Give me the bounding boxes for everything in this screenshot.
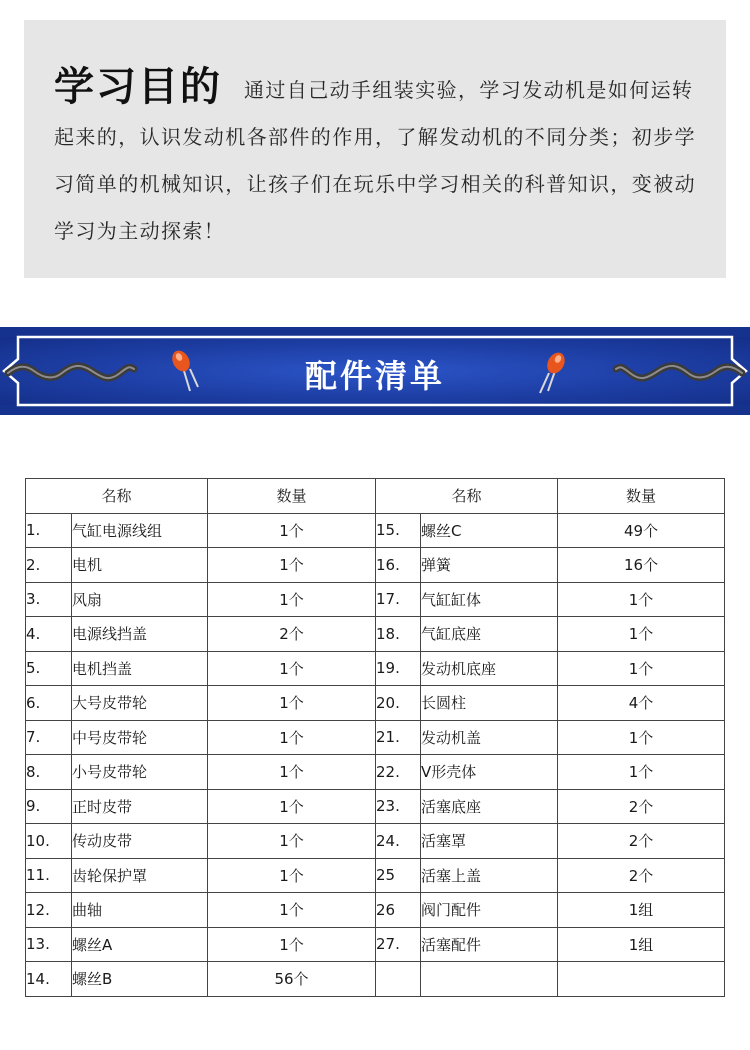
right-item-qty: 1组 <box>558 893 725 928</box>
left-item-name: 螺丝B <box>72 962 208 997</box>
parts-table <box>25 478 725 997</box>
purpose-body: 通过自己动手组装实验，学习发动机是如何运转起来的，认识发动机各部件的作用，了解发动机的不同分类；初步学习简单的机械知识，让孩子们在玩乐中学习相关的科普知识，变被动学习为主动探索！ <box>54 78 696 243</box>
right-qty-header: 数量 <box>558 479 725 514</box>
table-row <box>26 927 725 962</box>
left-item-name: 气缸电源线组 <box>72 513 208 548</box>
left-qty-header: 数量 <box>208 479 376 514</box>
table-row <box>26 513 725 548</box>
purpose-paragraph <box>54 64 696 255</box>
left-item-qty: 1个 <box>208 686 376 721</box>
right-item-number: 23. <box>376 789 421 824</box>
left-item-number: 7. <box>26 720 72 755</box>
left-item-name: 风扇 <box>72 582 208 617</box>
right-item-name: 长圆柱 <box>421 686 558 721</box>
left-item-number: 2. <box>26 548 72 583</box>
parts-table-body <box>26 479 725 997</box>
left-item-name: 大号皮带轮 <box>72 686 208 721</box>
right-item-qty: 1个 <box>558 582 725 617</box>
left-item-qty: 1个 <box>208 858 376 893</box>
left-item-number: 1. <box>26 513 72 548</box>
table-row <box>26 824 725 859</box>
right-item-number: 19. <box>376 651 421 686</box>
right-item-name: 气缸缸体 <box>421 582 558 617</box>
right-item-number: 17. <box>376 582 421 617</box>
right-item-qty: 2个 <box>558 858 725 893</box>
table-row <box>26 686 725 721</box>
table-row <box>26 617 725 652</box>
right-item-number: 18. <box>376 617 421 652</box>
table-header-row <box>26 479 725 514</box>
left-item-name: 螺丝A <box>72 927 208 962</box>
left-item-number: 5. <box>26 651 72 686</box>
left-item-number: 11. <box>26 858 72 893</box>
left-item-qty: 1个 <box>208 927 376 962</box>
left-item-number: 6. <box>26 686 72 721</box>
right-item-number: 16. <box>376 548 421 583</box>
left-item-qty: 1个 <box>208 582 376 617</box>
left-item-qty: 56个 <box>208 962 376 997</box>
right-item-number: 22. <box>376 755 421 790</box>
left-item-qty: 2个 <box>208 617 376 652</box>
left-item-name: 传动皮带 <box>72 824 208 859</box>
left-item-number: 13. <box>26 927 72 962</box>
left-name-header: 名称 <box>26 479 208 514</box>
parts-list-banner <box>0 327 750 415</box>
right-item-name: 活塞上盖 <box>421 858 558 893</box>
table-row <box>26 962 725 997</box>
right-item-qty: 1组 <box>558 927 725 962</box>
right-item-number: 24. <box>376 824 421 859</box>
table-row <box>26 858 725 893</box>
purpose-panel <box>24 20 726 278</box>
left-item-number: 9. <box>26 789 72 824</box>
left-item-number: 14. <box>26 962 72 997</box>
right-name-header: 名称 <box>376 479 558 514</box>
left-item-name: 曲轴 <box>72 893 208 928</box>
right-item-qty: 1个 <box>558 651 725 686</box>
right-item-qty: 4个 <box>558 686 725 721</box>
table-row <box>26 755 725 790</box>
right-item-number: 25 <box>376 858 421 893</box>
table-row <box>26 651 725 686</box>
left-item-qty: 1个 <box>208 755 376 790</box>
right-item-number: 20. <box>376 686 421 721</box>
right-item-name: 活塞配件 <box>421 927 558 962</box>
left-item-name: 中号皮带轮 <box>72 720 208 755</box>
right-item-name: 活塞底座 <box>421 789 558 824</box>
banner-title: 配件清单 <box>304 357 445 395</box>
left-item-qty: 1个 <box>208 824 376 859</box>
table-row <box>26 789 725 824</box>
left-item-qty: 1个 <box>208 651 376 686</box>
right-item-name: 螺丝C <box>421 513 558 548</box>
purpose-title: 学习目的 <box>54 64 222 110</box>
right-item-qty: 16个 <box>558 548 725 583</box>
left-item-qty: 1个 <box>208 548 376 583</box>
left-item-name: 电机挡盖 <box>72 651 208 686</box>
right-item-qty: 1个 <box>558 720 725 755</box>
left-item-number: 12. <box>26 893 72 928</box>
left-item-qty: 1个 <box>208 720 376 755</box>
table-row <box>26 720 725 755</box>
table-row <box>26 893 725 928</box>
right-item-qty: 49个 <box>558 513 725 548</box>
right-item-qty: 1个 <box>558 755 725 790</box>
left-item-name: 小号皮带轮 <box>72 755 208 790</box>
left-item-qty: 1个 <box>208 513 376 548</box>
right-item-name: 活塞罩 <box>421 824 558 859</box>
right-item-number <box>376 962 421 997</box>
right-item-number: 27. <box>376 927 421 962</box>
table-row <box>26 548 725 583</box>
right-item-name: 阀门配件 <box>421 893 558 928</box>
right-item-name: 气缸底座 <box>421 617 558 652</box>
right-item-qty <box>558 962 725 997</box>
right-item-qty: 2个 <box>558 789 725 824</box>
left-item-qty: 1个 <box>208 789 376 824</box>
left-item-qty: 1个 <box>208 893 376 928</box>
right-item-name: 弹簧 <box>421 548 558 583</box>
table-row <box>26 582 725 617</box>
right-item-name: 发动机底座 <box>421 651 558 686</box>
right-item-qty: 2个 <box>558 824 725 859</box>
left-item-name: 电源线挡盖 <box>72 617 208 652</box>
right-item-number: 21. <box>376 720 421 755</box>
left-item-number: 3. <box>26 582 72 617</box>
left-item-number: 10. <box>26 824 72 859</box>
left-item-number: 8. <box>26 755 72 790</box>
right-item-name <box>421 962 558 997</box>
right-item-name: 发动机盖 <box>421 720 558 755</box>
left-item-name: 电机 <box>72 548 208 583</box>
left-item-number: 4. <box>26 617 72 652</box>
right-item-number: 26 <box>376 893 421 928</box>
right-item-name: V形壳体 <box>421 755 558 790</box>
right-item-number: 15. <box>376 513 421 548</box>
right-item-qty: 1个 <box>558 617 725 652</box>
left-item-name: 齿轮保护罩 <box>72 858 208 893</box>
left-item-name: 正时皮带 <box>72 789 208 824</box>
